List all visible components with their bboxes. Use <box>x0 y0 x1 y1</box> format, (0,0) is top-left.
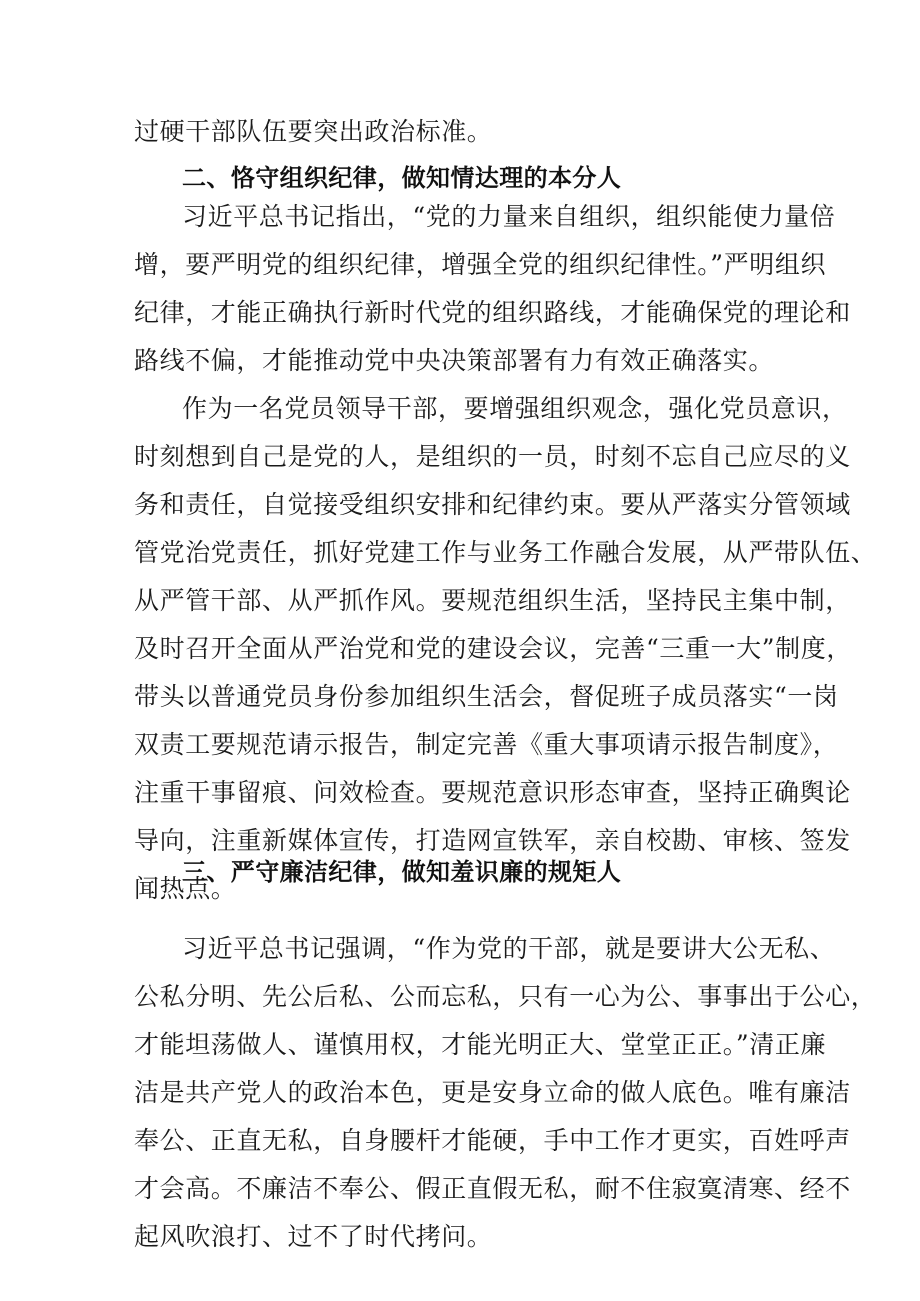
paragraph-line: 注重干事留痕、问效检查。要规范意识形态审查，坚持正确舆论 <box>134 778 851 807</box>
paragraph-line: 过硬干部队伍要突出政治标准。 <box>134 117 493 146</box>
paragraph-line: 路线不偏，才能推动党中央决策部署有力有效正确落实。 <box>134 346 775 375</box>
paragraph-line: 带头以普通党员身份参加组织生活会，督促班子成员落实“一岗 <box>134 682 839 711</box>
paragraph-line: 奉公、正直无私，自身腰杆才能硬，手中工作才更实，百姓呼声 <box>134 1126 851 1155</box>
paragraph-line: 才会高。不廉洁不奉公、假正直假无私，耐不住寂寞清寒、经不 <box>134 1174 851 1203</box>
paragraph-line: 公私分明、先公后私、公而忘私，只有一心为公、事事出于公心， <box>134 982 877 1011</box>
paragraph-line: 双责工要规范请示报告，制定完善《重大事项请示报告制度》， <box>134 730 839 759</box>
section-heading-2: 二、恪守组织纪律，做知情达理的本分人 <box>182 164 622 192</box>
paragraph-line: 纪律，才能正确执行新时代党的组织路线，才能确保党的理论和 <box>134 298 851 327</box>
paragraph-line: 及时召开全面从严治党和党的建设会议，完善“三重一大”制度， <box>134 634 852 663</box>
paragraph-line: 导向，注重新媒体宣传，打造网宣铁军，亲自校勘、审核、签发 <box>134 826 851 855</box>
paragraph-line: 起风吹浪打、过不了时代拷问。 <box>134 1222 493 1251</box>
paragraph-line: 洁是共产党人的政治本色，更是安身立命的做人底色。唯有廉洁 <box>134 1078 851 1107</box>
paragraph-line: 习近平总书记强调，“作为党的干部，就是要讲大公无私、 <box>182 934 836 963</box>
paragraph-line: 增，要严明党的组织纪律，增强全党的组织纪律性。”严明组织 <box>134 250 827 279</box>
paragraph-line: 作为一名党员领导干部，要增强组织观念，强化党员意识， <box>182 394 848 423</box>
paragraph-line: 管党治党责任，抓好党建工作与业务工作融合发展，从严带队伍、 <box>134 538 877 567</box>
paragraph-line: 务和责任，自觉接受组织安排和纪律约束。要从严落实分管领域 <box>134 490 851 519</box>
paragraph-line: 才能坦荡做人、谨慎用权，才能光明正大、堂堂正正。”清正廉 <box>134 1030 827 1059</box>
paragraph-line: 从严管干部、从严抓作风。要规范组织生活，坚持民主集中制， <box>134 586 851 615</box>
paragraph-line: 习近平总书记指出，“党的力量来自组织，组织能使力量倍 <box>182 202 836 231</box>
paragraph-line: 闻热点。 <box>134 874 237 903</box>
section-heading-3: 三、严守廉洁纪律，做知羞识廉的规矩人 <box>182 858 622 886</box>
paragraph-line: 时刻想到自己是党的人，是组织的一员，时刻不忘自己应尽的义 <box>134 442 851 471</box>
